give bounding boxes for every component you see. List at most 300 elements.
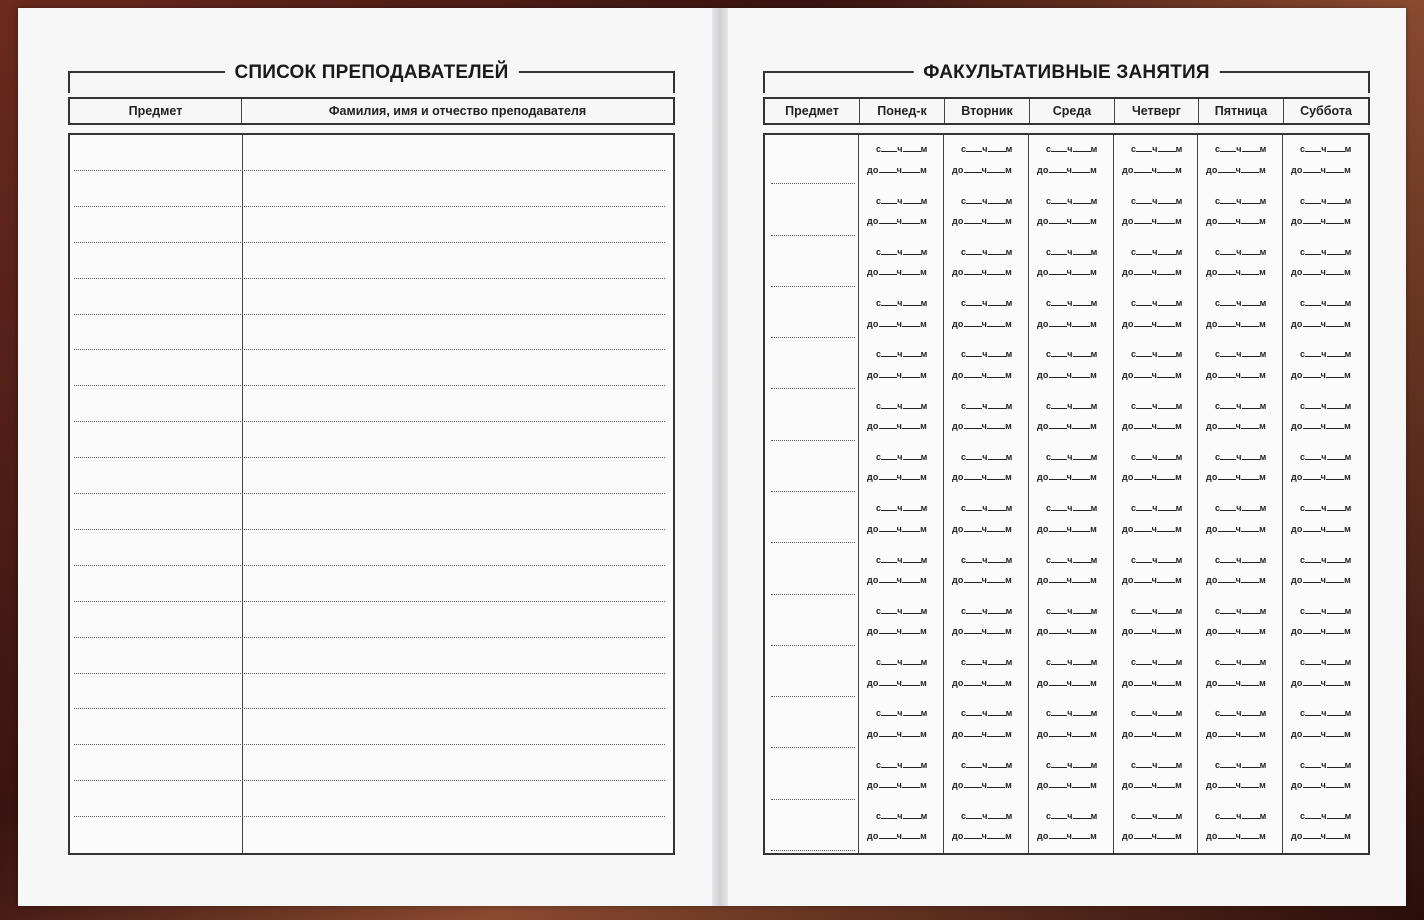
- teacher-row[interactable]: [70, 638, 673, 674]
- time-from-field[interactable]: [1131, 606, 1183, 616]
- time-from-field[interactable]: [1131, 503, 1183, 513]
- time-to-field[interactable]: [1122, 831, 1182, 841]
- time-from-field[interactable]: [1300, 401, 1352, 411]
- time-from-field[interactable]: [1300, 708, 1352, 718]
- time-to-field[interactable]: [1206, 780, 1266, 790]
- time-from-field[interactable]: [961, 760, 1013, 770]
- time-to-field[interactable]: [1122, 626, 1182, 636]
- teacher-row[interactable]: [70, 494, 673, 530]
- time-cell[interactable]: [1201, 597, 1280, 648]
- time-to-field[interactable]: [867, 472, 927, 482]
- time-to-field[interactable]: [1037, 626, 1097, 636]
- time-to-field[interactable]: [867, 267, 927, 277]
- time-from-field[interactable]: [1215, 657, 1267, 667]
- time-cell[interactable]: [947, 648, 1026, 699]
- minutes-label: м: [1259, 575, 1266, 586]
- time-to-field[interactable]: [952, 267, 1012, 277]
- time-from-field[interactable]: [876, 708, 928, 718]
- subject-cell[interactable]: [765, 443, 858, 494]
- time-from-field[interactable]: [1215, 811, 1267, 821]
- time-from-field[interactable]: [876, 452, 928, 462]
- time-to-field[interactable]: [1122, 216, 1182, 226]
- teacher-row[interactable]: [70, 530, 673, 566]
- time-to-field[interactable]: [1122, 524, 1182, 534]
- time-to-field[interactable]: [1206, 729, 1266, 739]
- minutes-label: м: [1090, 780, 1097, 791]
- time-from-field[interactable]: [1046, 401, 1098, 411]
- time-cell[interactable]: [862, 289, 941, 340]
- time-to-field[interactable]: [867, 729, 927, 739]
- time-cell[interactable]: [1117, 391, 1195, 442]
- time-cell[interactable]: [1032, 289, 1111, 340]
- time-from-field[interactable]: [1046, 144, 1098, 154]
- time-from-field[interactable]: [961, 298, 1013, 308]
- time-from-field[interactable]: [961, 606, 1013, 616]
- time-to-field[interactable]: [1122, 678, 1182, 688]
- time-to-field[interactable]: [952, 780, 1012, 790]
- time-from-field[interactable]: [1215, 349, 1267, 359]
- time-from-field[interactable]: [1300, 760, 1352, 770]
- time-cell[interactable]: [1117, 802, 1195, 853]
- time-to-field[interactable]: [1291, 729, 1351, 739]
- time-to-field[interactable]: [867, 626, 927, 636]
- time-from-field[interactable]: [876, 298, 928, 308]
- time-to-field[interactable]: [952, 729, 1012, 739]
- time-cell[interactable]: [1117, 494, 1195, 545]
- time-from-field[interactable]: [1300, 606, 1352, 616]
- time-from-field[interactable]: [1215, 144, 1267, 154]
- teacher-row[interactable]: [70, 315, 673, 351]
- time-cell[interactable]: [1286, 135, 1364, 186]
- subject-cell[interactable]: [765, 802, 858, 853]
- time-to-field[interactable]: [1122, 165, 1182, 175]
- subject-cell[interactable]: [765, 238, 858, 289]
- time-from-field[interactable]: [1131, 349, 1183, 359]
- time-to-field[interactable]: [1122, 575, 1182, 585]
- time-cell[interactable]: [862, 597, 941, 648]
- time-cell[interactable]: [1117, 545, 1195, 596]
- time-from-field[interactable]: [961, 349, 1013, 359]
- time-from-field[interactable]: [876, 811, 928, 821]
- time-cell[interactable]: [947, 494, 1026, 545]
- time-to-field[interactable]: [867, 524, 927, 534]
- time-to-field[interactable]: [867, 831, 927, 841]
- time-cell[interactable]: [1032, 443, 1111, 494]
- subject-cell[interactable]: [765, 545, 858, 596]
- time-cell[interactable]: [1032, 699, 1111, 750]
- time-cell[interactable]: [1032, 238, 1111, 289]
- time-to-field[interactable]: [867, 575, 927, 585]
- time-cell[interactable]: [1032, 648, 1111, 699]
- time-cell[interactable]: [1032, 802, 1111, 853]
- time-from-field[interactable]: [1300, 657, 1352, 667]
- time-to-field[interactable]: [1291, 370, 1351, 380]
- time-to-field[interactable]: [1206, 575, 1266, 585]
- time-from-field[interactable]: [961, 401, 1013, 411]
- minutes-label: м: [1175, 677, 1182, 688]
- time-cell[interactable]: [1117, 135, 1195, 186]
- teacher-row[interactable]: [70, 135, 673, 171]
- time-to-field[interactable]: [952, 524, 1012, 534]
- teacher-row[interactable]: [70, 171, 673, 207]
- subject-cell[interactable]: [765, 699, 858, 750]
- time-from-field[interactable]: [1300, 196, 1352, 206]
- time-cell[interactable]: [1286, 648, 1364, 699]
- time-from-field[interactable]: [961, 503, 1013, 513]
- subject-cell[interactable]: [765, 289, 858, 340]
- time-from-field[interactable]: [1215, 452, 1267, 462]
- time-from-field[interactable]: [1046, 349, 1098, 359]
- time-from-field[interactable]: [1215, 606, 1267, 616]
- time-cell[interactable]: [1286, 340, 1364, 391]
- time-to-prefix: до: [867, 267, 879, 278]
- time-to-field[interactable]: [867, 780, 927, 790]
- time-from-field[interactable]: [1215, 503, 1267, 513]
- time-from-field[interactable]: [1215, 298, 1267, 308]
- time-cell[interactable]: [1032, 186, 1111, 237]
- time-to-field[interactable]: [1206, 370, 1266, 380]
- time-cell[interactable]: [1201, 391, 1280, 442]
- time-cell[interactable]: [1032, 750, 1111, 801]
- time-to-field[interactable]: [867, 216, 927, 226]
- time-to-field[interactable]: [1206, 267, 1266, 277]
- time-from-field[interactable]: [1131, 760, 1183, 770]
- teacher-row[interactable]: [70, 207, 673, 243]
- time-cell[interactable]: [947, 135, 1026, 186]
- teacher-row[interactable]: [70, 243, 673, 279]
- time-cell[interactable]: [947, 443, 1026, 494]
- subject-cell[interactable]: [765, 340, 858, 391]
- time-cell[interactable]: [1032, 135, 1111, 186]
- time-cell[interactable]: [1201, 135, 1280, 186]
- time-to-field[interactable]: [1291, 216, 1351, 226]
- time-cell[interactable]: [1201, 699, 1280, 750]
- time-from-field[interactable]: [1300, 452, 1352, 462]
- minutes-label: м: [1175, 216, 1182, 227]
- time-from-field[interactable]: [1131, 555, 1183, 565]
- time-to-field[interactable]: [1122, 421, 1182, 431]
- time-from-field[interactable]: [961, 247, 1013, 257]
- time-from-field[interactable]: [1131, 196, 1183, 206]
- time-from-field[interactable]: [1300, 298, 1352, 308]
- time-cell[interactable]: [862, 238, 941, 289]
- time-to-field[interactable]: [1122, 370, 1182, 380]
- time-to-field[interactable]: [1291, 575, 1351, 585]
- time-to-field[interactable]: [1206, 165, 1266, 175]
- time-from-field[interactable]: [1300, 503, 1352, 513]
- time-from-field[interactable]: [1046, 247, 1098, 257]
- time-to-field[interactable]: [1291, 472, 1351, 482]
- time-from-field[interactable]: [1046, 606, 1098, 616]
- time-from-field[interactable]: [961, 657, 1013, 667]
- time-from-prefix: с: [876, 708, 882, 719]
- minutes-label: м: [1005, 164, 1012, 175]
- time-to-field[interactable]: [952, 421, 1012, 431]
- time-to-field[interactable]: [1206, 421, 1266, 431]
- time-from-field[interactable]: [1131, 811, 1183, 821]
- time-to-field[interactable]: [952, 831, 1012, 841]
- time-cell[interactable]: [862, 545, 941, 596]
- time-from-field[interactable]: [1046, 452, 1098, 462]
- time-to-field[interactable]: [1206, 678, 1266, 688]
- time-from-field[interactable]: [1046, 708, 1098, 718]
- time-cell[interactable]: [947, 391, 1026, 442]
- teacher-row[interactable]: [70, 350, 673, 386]
- teacher-row[interactable]: [70, 602, 673, 638]
- time-from-field[interactable]: [1215, 708, 1267, 718]
- time-from-field[interactable]: [1215, 760, 1267, 770]
- time-cell[interactable]: [862, 648, 941, 699]
- time-to-field[interactable]: [867, 165, 927, 175]
- time-cell[interactable]: [1117, 340, 1195, 391]
- time-to-field[interactable]: [1122, 267, 1182, 277]
- time-cell[interactable]: [1286, 597, 1364, 648]
- time-cell[interactable]: [1201, 648, 1280, 699]
- subject-cell[interactable]: [765, 494, 858, 545]
- time-cell[interactable]: [1286, 238, 1364, 289]
- time-from-field[interactable]: [961, 144, 1013, 154]
- subject-cell[interactable]: [765, 186, 858, 237]
- time-cell[interactable]: [1117, 289, 1195, 340]
- time-from-field[interactable]: [876, 555, 928, 565]
- time-to-field[interactable]: [1122, 472, 1182, 482]
- time-from-field[interactable]: [1131, 452, 1183, 462]
- time-to-field[interactable]: [1291, 524, 1351, 534]
- time-to-field[interactable]: [952, 472, 1012, 482]
- time-to-field[interactable]: [1206, 524, 1266, 534]
- time-to-field[interactable]: [1291, 165, 1351, 175]
- time-cell[interactable]: [947, 289, 1026, 340]
- time-cell[interactable]: [1032, 391, 1111, 442]
- time-to-field[interactable]: [952, 370, 1012, 380]
- time-from-field[interactable]: [1300, 247, 1352, 257]
- teacher-row[interactable]: [70, 458, 673, 494]
- time-from-field[interactable]: [1300, 811, 1352, 821]
- minutes-label: м: [1259, 400, 1267, 411]
- time-cell[interactable]: [1286, 494, 1364, 545]
- time-to-field[interactable]: [1037, 472, 1097, 482]
- time-to-field[interactable]: [952, 626, 1012, 636]
- time-from-field[interactable]: [1046, 760, 1098, 770]
- time-cell[interactable]: [1286, 443, 1364, 494]
- subject-cell[interactable]: [765, 135, 858, 186]
- time-to-field[interactable]: [1037, 267, 1097, 277]
- minutes-label: м: [1259, 626, 1266, 637]
- time-to-field[interactable]: [1037, 165, 1097, 175]
- time-to-field[interactable]: [1291, 267, 1351, 277]
- time-cell[interactable]: [862, 443, 941, 494]
- teacher-row[interactable]: [70, 566, 673, 602]
- teacher-row[interactable]: [70, 674, 673, 710]
- time-to-field[interactable]: [1037, 678, 1097, 688]
- time-from-field[interactable]: [1300, 349, 1352, 359]
- time-cell[interactable]: [1117, 186, 1195, 237]
- time-to-field[interactable]: [1037, 575, 1097, 585]
- time-to-field[interactable]: [867, 319, 927, 329]
- time-cell[interactable]: [1201, 802, 1280, 853]
- subject-cell[interactable]: [765, 597, 858, 648]
- hours-label: ч: [1152, 503, 1158, 514]
- time-cell[interactable]: [1201, 340, 1280, 391]
- time-cell[interactable]: [1117, 750, 1195, 801]
- time-to-field[interactable]: [1206, 319, 1266, 329]
- time-cell[interactable]: [1201, 238, 1280, 289]
- time-from-field[interactable]: [1300, 555, 1352, 565]
- teacher-row[interactable]: [70, 817, 673, 853]
- time-cell[interactable]: [1201, 443, 1280, 494]
- time-cell[interactable]: [1286, 750, 1364, 801]
- teacher-row[interactable]: [70, 781, 673, 817]
- time-cell[interactable]: [1201, 494, 1280, 545]
- time-cell[interactable]: [862, 391, 941, 442]
- time-to-field[interactable]: [952, 575, 1012, 585]
- time-to-field[interactable]: [1037, 780, 1097, 790]
- time-cell[interactable]: [1032, 340, 1111, 391]
- time-to-field[interactable]: [952, 165, 1012, 175]
- time-cell[interactable]: [947, 238, 1026, 289]
- time-from-field[interactable]: [1215, 196, 1267, 206]
- hours-label: ч: [1066, 523, 1073, 534]
- time-cell[interactable]: [1117, 648, 1195, 699]
- teacher-row[interactable]: [70, 386, 673, 422]
- time-from-field[interactable]: [1215, 401, 1267, 411]
- subject-cell[interactable]: [765, 391, 858, 442]
- time-cell[interactable]: [1201, 289, 1280, 340]
- time-to-field[interactable]: [1206, 831, 1266, 841]
- time-from-field[interactable]: [876, 657, 928, 667]
- time-cell[interactable]: [947, 750, 1026, 801]
- time-to-field[interactable]: [1122, 319, 1182, 329]
- time-cell[interactable]: [947, 545, 1026, 596]
- minutes-label: м: [1259, 523, 1266, 534]
- time-from-field[interactable]: [961, 196, 1013, 206]
- time-from-field[interactable]: [1215, 247, 1267, 257]
- time-to-field[interactable]: [1037, 319, 1097, 329]
- time-to-field[interactable]: [1291, 831, 1351, 841]
- time-cell[interactable]: [947, 699, 1026, 750]
- time-cell[interactable]: [1286, 186, 1364, 237]
- time-cell[interactable]: [1286, 289, 1364, 340]
- time-from-field[interactable]: [1215, 555, 1267, 565]
- time-to-field[interactable]: [1037, 831, 1097, 841]
- teacher-row[interactable]: [70, 745, 673, 781]
- subject-cell[interactable]: [765, 750, 858, 801]
- time-to-field[interactable]: [867, 421, 927, 431]
- time-cell[interactable]: [862, 186, 941, 237]
- time-cell[interactable]: [1117, 597, 1195, 648]
- time-cell[interactable]: [862, 135, 941, 186]
- time-to-field[interactable]: [1291, 319, 1351, 329]
- time-cell[interactable]: [1117, 699, 1195, 750]
- time-to-field[interactable]: [1291, 780, 1351, 790]
- hours-label: ч: [1321, 759, 1327, 770]
- time-to-field[interactable]: [1037, 524, 1097, 534]
- time-cell[interactable]: [1117, 443, 1195, 494]
- time-from-field[interactable]: [1300, 144, 1352, 154]
- time-from-field[interactable]: [876, 606, 928, 616]
- time-cell[interactable]: [1201, 186, 1280, 237]
- time-to-field[interactable]: [952, 319, 1012, 329]
- time-to-field[interactable]: [1291, 678, 1351, 688]
- time-from-field[interactable]: [876, 503, 928, 513]
- time-cell[interactable]: [862, 699, 941, 750]
- time-from-field[interactable]: [1131, 401, 1183, 411]
- time-from-field[interactable]: [876, 349, 928, 359]
- time-from-field[interactable]: [1131, 708, 1183, 718]
- time-to-field[interactable]: [1037, 729, 1097, 739]
- time-to-field[interactable]: [1291, 626, 1351, 636]
- time-from-field[interactable]: [961, 555, 1013, 565]
- time-from-field[interactable]: [876, 401, 928, 411]
- time-cell[interactable]: [862, 340, 941, 391]
- time-from-field[interactable]: [1131, 247, 1183, 257]
- time-from-field[interactable]: [1131, 144, 1183, 154]
- time-from-field[interactable]: [876, 247, 928, 257]
- time-to-field[interactable]: [1206, 626, 1266, 636]
- time-cell[interactable]: [947, 340, 1026, 391]
- time-to-field[interactable]: [1122, 780, 1182, 790]
- time-cell[interactable]: [1201, 545, 1280, 596]
- time-cell[interactable]: [1286, 802, 1364, 853]
- teacher-row[interactable]: [70, 279, 673, 315]
- time-from-field[interactable]: [876, 144, 928, 154]
- time-to-field[interactable]: [1206, 216, 1266, 226]
- time-cell[interactable]: [947, 802, 1026, 853]
- time-to-field[interactable]: [1291, 421, 1351, 431]
- time-cell[interactable]: [947, 186, 1026, 237]
- subject-cell[interactable]: [765, 648, 858, 699]
- time-from-field[interactable]: [876, 196, 928, 206]
- time-from-field[interactable]: [961, 708, 1013, 718]
- time-cell[interactable]: [862, 494, 941, 545]
- time-from-field[interactable]: [1046, 555, 1098, 565]
- time-from-field[interactable]: [876, 760, 928, 770]
- time-from-field[interactable]: [961, 452, 1013, 462]
- time-to-field[interactable]: [1037, 370, 1097, 380]
- time-cell[interactable]: [1032, 494, 1111, 545]
- time-to-field[interactable]: [867, 678, 927, 688]
- time-from-field[interactable]: [1046, 298, 1098, 308]
- time-from-prefix: с: [1046, 298, 1052, 309]
- time-from-field[interactable]: [1046, 196, 1098, 206]
- time-to-field[interactable]: [952, 216, 1012, 226]
- time-cell[interactable]: [1201, 750, 1280, 801]
- time-to-field[interactable]: [1122, 729, 1182, 739]
- time-to-field[interactable]: [1037, 216, 1097, 226]
- time-from-field[interactable]: [961, 811, 1013, 821]
- time-from-field[interactable]: [1046, 503, 1098, 513]
- time-to-field[interactable]: [1206, 472, 1266, 482]
- time-cell[interactable]: [1286, 699, 1364, 750]
- time-to-field[interactable]: [867, 370, 927, 380]
- time-from-field[interactable]: [1046, 657, 1098, 667]
- time-to-field[interactable]: [1037, 421, 1097, 431]
- time-cell[interactable]: [1286, 391, 1364, 442]
- time-to-field[interactable]: [952, 678, 1012, 688]
- time-cell[interactable]: [1286, 545, 1364, 596]
- time-cell[interactable]: [862, 750, 941, 801]
- time-cell[interactable]: [1117, 238, 1195, 289]
- teacher-row[interactable]: [70, 709, 673, 745]
- time-cell[interactable]: [1032, 545, 1111, 596]
- time-from-field[interactable]: [1131, 298, 1183, 308]
- time-cell[interactable]: [1032, 597, 1111, 648]
- time-cell[interactable]: [862, 802, 941, 853]
- teacher-row[interactable]: [70, 422, 673, 458]
- time-from-field[interactable]: [1046, 811, 1098, 821]
- time-cell[interactable]: [947, 597, 1026, 648]
- time-from-field[interactable]: [1131, 657, 1183, 667]
